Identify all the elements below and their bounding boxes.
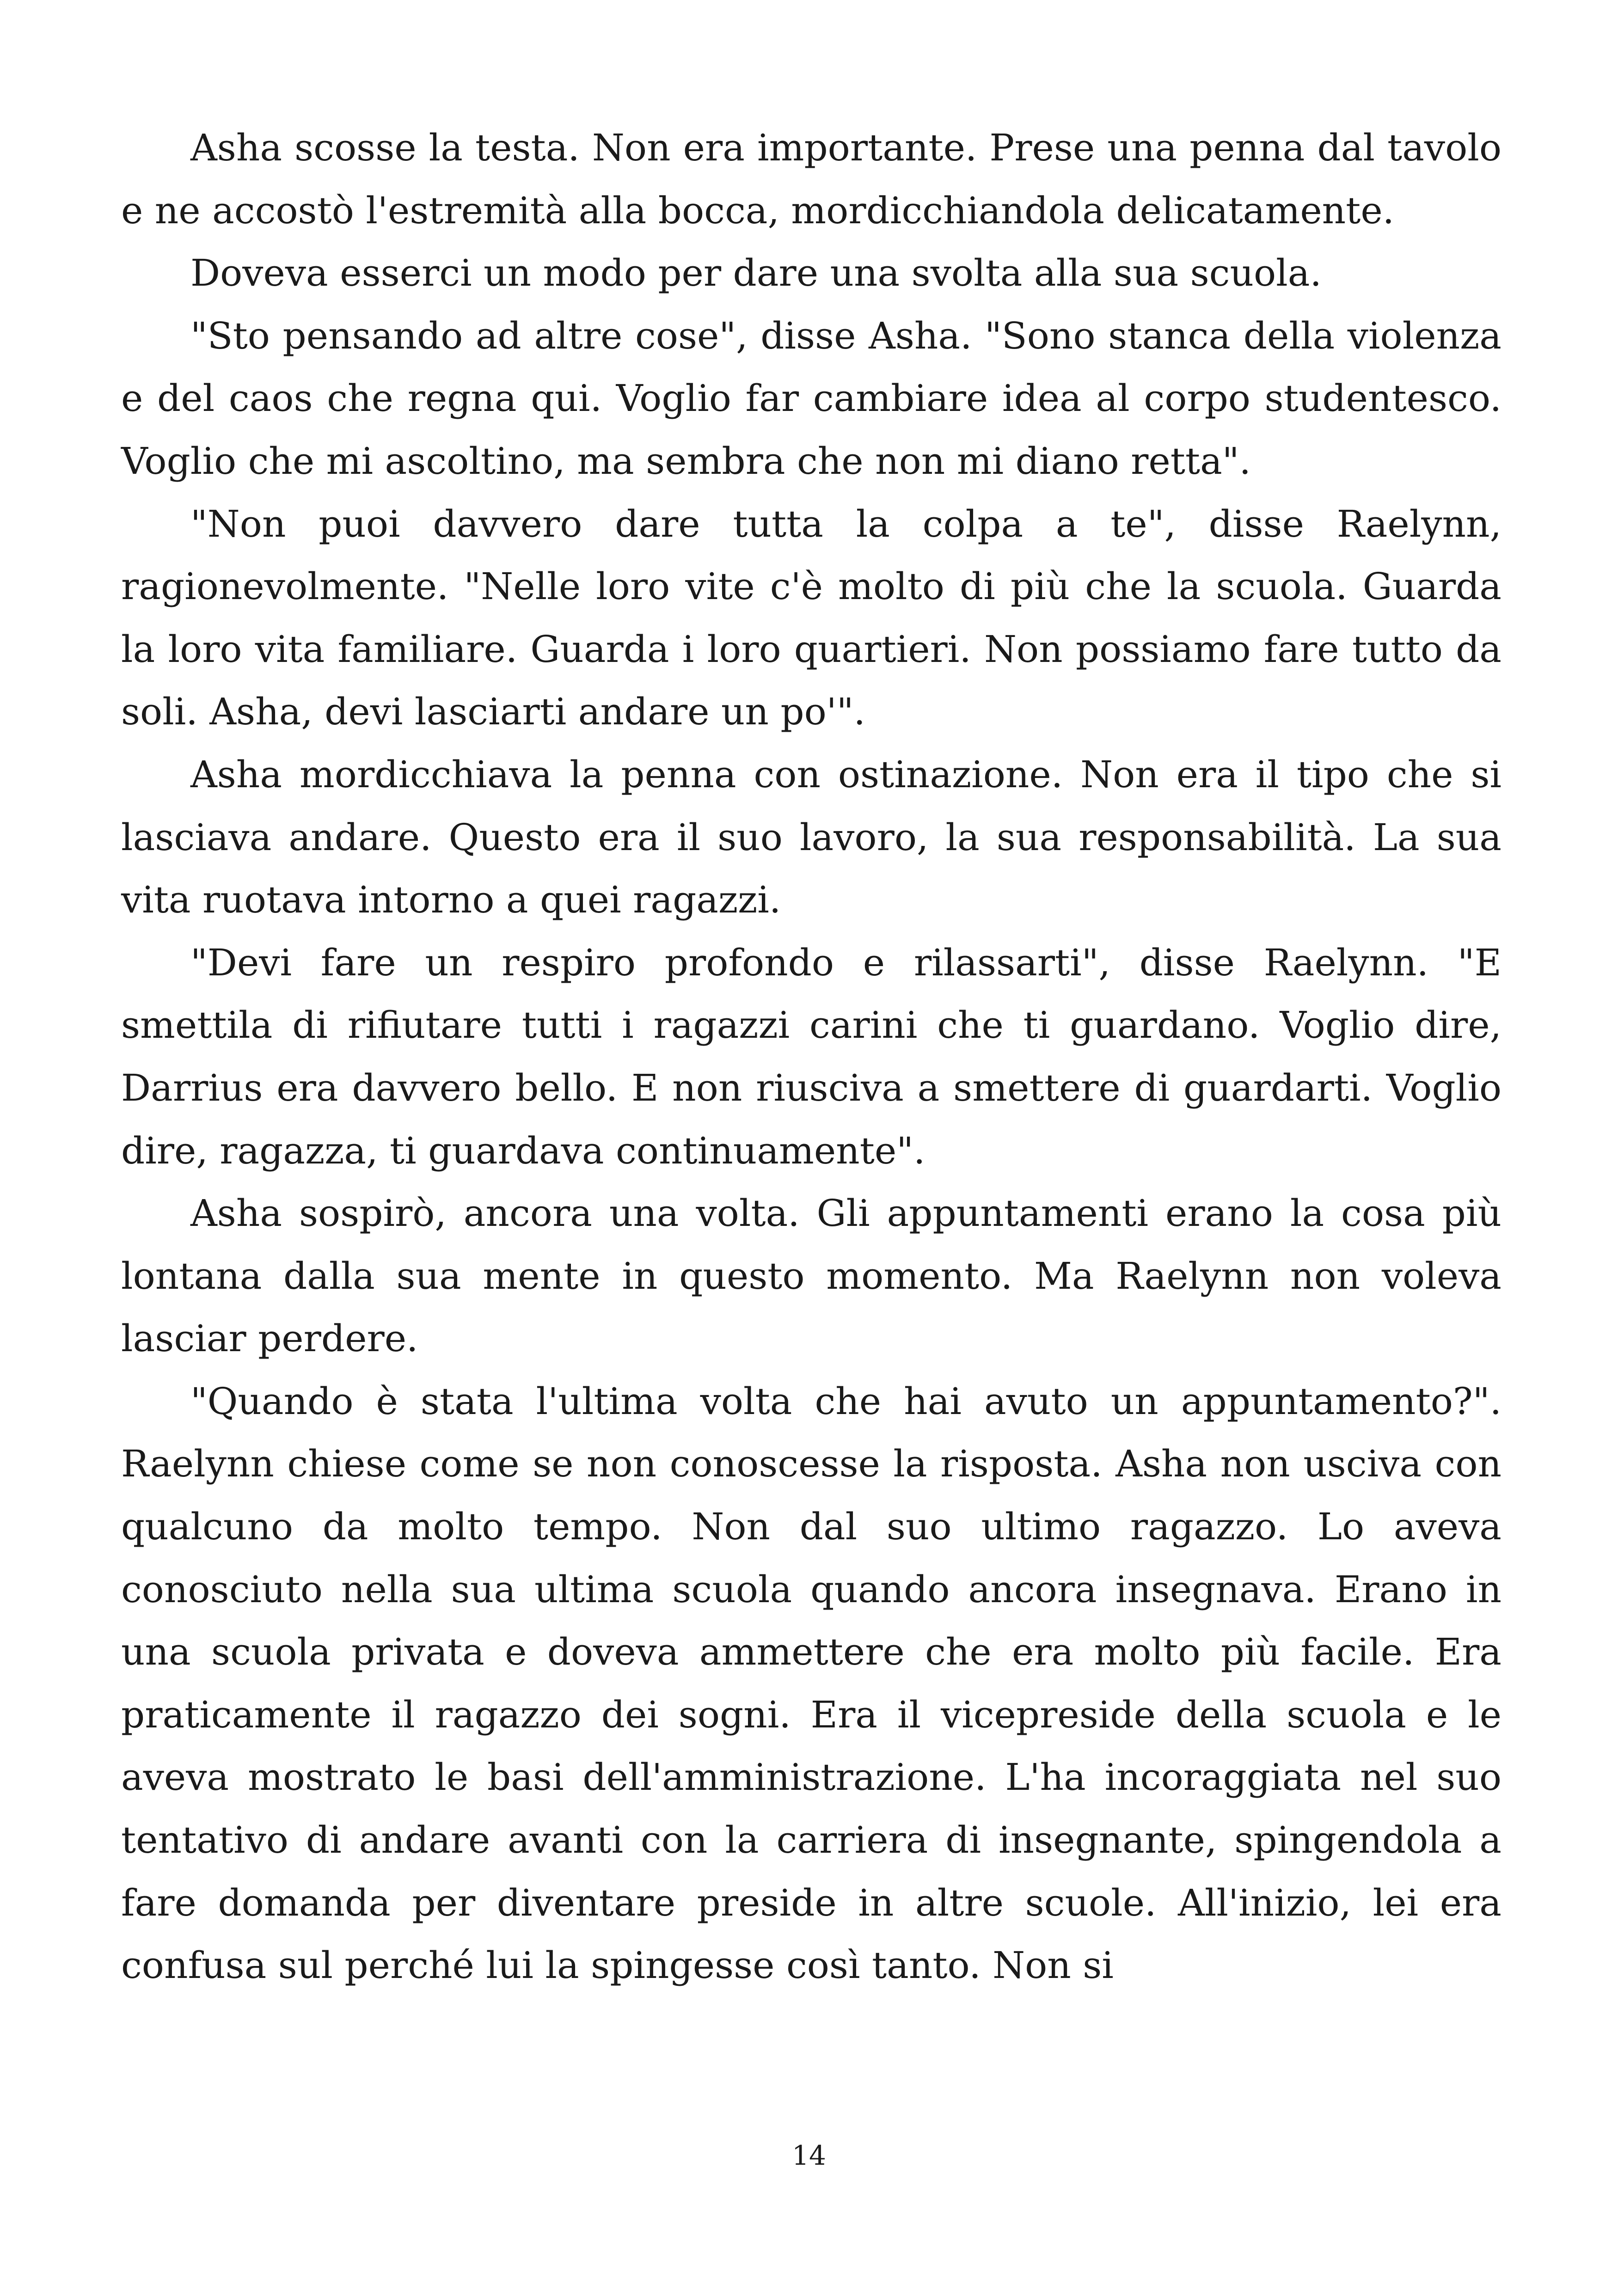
paragraph: Asha sospirò, ancora una volta. Gli appuntamenti erano la cosa più lontana dalla sua mente in questo momento. Ma Raelynn non voleva lasciar perdere. xyxy=(121,1192,1502,1360)
body-text xyxy=(121,116,1502,1997)
paragraph: "Sto pensando ad altre cose", disse Asha. "Sono stanca della violenza e del caos che regna qui. Voglio far cambiare idea al corpo studentesco. Voglio che mi ascoltino, ma sembra che non mi diano retta". xyxy=(121,314,1502,483)
paragraph: "Non puoi davvero dare tutta la colpa a te", disse Raelynn, ragionevolmente. "Nelle loro vite c'è molto di più che la scuola. Guarda la loro vita familiare. Guarda i loro quartieri. Non possiamo fare tutto da soli. Asha, devi lasciarti andare un po'". xyxy=(121,502,1502,734)
paragraph: Doveva esserci un modo per dare una svolta alla sua scuola. xyxy=(190,251,1322,295)
paragraph: "Devi fare un respiro profondo e rilassarti", disse Raelynn. "E smettila di rifiutare tutti i ragazzi carini che ti guardano. Voglio dire, Darrius era davvero bello. E non riusciva a smettere di guardarti. Voglio dire, ragazza, ti guardava continuamente". xyxy=(121,941,1502,1172)
paragraph: Asha mordicchiava la penna con ostinazione. Non era il tipo che si lasciava andare. Questo era il suo lavoro, la sua responsabilità. La sua vita ruotava intorno a quei ragazzi. xyxy=(121,753,1502,922)
page-number: 14 xyxy=(792,2140,826,2171)
paragraph: Asha scosse la testa. Non era importante. Prese una penna dal tavolo e ne accostò l'estremità alla bocca, mordicchiandola delicatamente. xyxy=(121,126,1502,232)
paragraph: "Quando è stata l'ultima volta che hai avuto un appuntamento?". Raelynn chiese come se non conoscesse la risposta. Asha non usciva con qualcuno da molto tempo. Non dal suo ultimo ragazzo. Lo aveva conosciuto nella sua ultima scuola quando ancora insegnava. Erano in una scuola privata e doveva ammettere che era molto più facile. Era praticamente il ragazzo dei sogni. Era il vicepreside della scuola e le aveva mostrato le basi dell'amministrazione. L'ha incoraggiata nel suo tentativo di andare avanti con la carriera di insegnante, spingendola a fare domanda per diventare preside in altre scuole. All'inizio, lei era confusa sul perché lui la spingesse così tanto. Non si xyxy=(121,1379,1502,1987)
